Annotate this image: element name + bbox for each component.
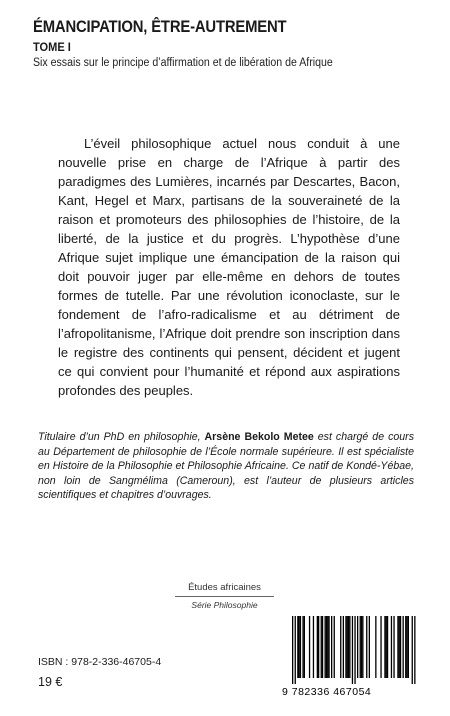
barcode-bar [295, 616, 296, 684]
barcode-bar [384, 616, 385, 678]
barcode-bar [343, 616, 344, 678]
bio-intro: Titulaire d’un PhD en philosophie, [38, 431, 205, 443]
barcode-bar [297, 616, 298, 678]
price-label: 19 € [38, 675, 63, 689]
barcode-bar [393, 616, 394, 678]
barcode-bar [361, 616, 362, 678]
bio-details: est chargé de cours au Département de philosophie de l’École normale supérieure. Il est spécialiste en Histoire de la Philosophie et Philosophie Africaine. Ce natif de Kondé-Yébae, non loin de Sangmélima (Cameroun), est l’auteur de plusieurs articles scientifiques et chapitres d’ouvrages. [38, 431, 414, 502]
series-name: Études africaines [175, 581, 274, 597]
barcode-bar [292, 616, 293, 684]
author-bio [38, 430, 414, 503]
barcode-bar [369, 616, 370, 678]
barcode-bar [357, 616, 358, 678]
barcode-bar [317, 616, 318, 678]
barcode-bar [380, 616, 381, 678]
barcode-bar [322, 616, 323, 678]
barcode-bar [414, 616, 415, 684]
barcode-bar [386, 616, 387, 678]
barcode-bar [354, 616, 355, 684]
barcode-bar [360, 616, 361, 678]
barcode-bar [387, 616, 388, 678]
author-name: Arsène Bekolo Metee [204, 431, 314, 443]
book-subtitle: Six essais sur le principe d’affirmation et de libération de Afrique [33, 57, 333, 69]
series-subtitle: Série Philosophie [191, 600, 258, 610]
barcode-bar [321, 616, 322, 678]
barcode-bar [408, 616, 409, 678]
abstract-paragraph: L’éveil philosophique actuel nous conduit à une nouvelle prise en charge de l’Afrique à partir des paradigmes des Lumières, incarnés par Descartes, Bacon, Kant, Hegel et Marx, partisans de la souveraineté de la raison et promoteurs des philosophies de l’histoire, de la liberté, de la justice et du progrès. L’hypothèse d’une Afrique sujet implique une émancipation de la raison qui doit pouvoir juger par elle-même en dehors de toutes formes de tutelle. Par une révolution iconoclaste, sur le fondement de l’afro-radicalisme et au détriment de l’afropolitanisme, l’Afrique doit prendre son inscription dans le registre des continents qui pensent, décident et jugent ce qui convient pour l’humanité et répond aux aspirations profondes des peuples. [58, 136, 400, 398]
barcode-bar [299, 616, 300, 678]
barcode-bar [397, 616, 398, 678]
barcode-bar [334, 616, 335, 678]
barcode-bar [348, 616, 349, 678]
barcode-bar [328, 616, 329, 678]
barcode-bar [325, 616, 326, 678]
barcode-digits: 9 782336 467054 [282, 686, 372, 698]
barcode-bar [326, 616, 327, 678]
barcode-bar [375, 616, 376, 678]
cover-header [33, 18, 433, 70]
barcode-bar [399, 616, 400, 678]
barcode-bar [347, 616, 348, 678]
barcode-bar [366, 616, 367, 678]
barcode-bar [391, 616, 392, 678]
barcode-bar [405, 616, 406, 678]
barcode-bar [318, 616, 319, 678]
barcode-bar [406, 616, 407, 678]
barcode-bar [349, 616, 350, 678]
barcode-bar [403, 616, 404, 678]
barcode-bar [327, 616, 328, 678]
series-block [175, 581, 274, 611]
isbn-label: ISBN : 978-2-336-46705-4 [38, 656, 162, 668]
barcode-bar [412, 616, 413, 684]
barcode-bar [362, 616, 363, 678]
tome-label: TOME I [33, 40, 71, 54]
barcode-bar [352, 616, 353, 684]
barcode-bar [331, 616, 332, 678]
barcode-bar [309, 616, 310, 678]
barcode-bar [340, 616, 341, 678]
barcode-bar [400, 616, 401, 678]
barcode-bars [282, 616, 422, 684]
barcode-bar [302, 616, 303, 678]
barcode [282, 616, 422, 698]
barcode-bar [304, 616, 305, 678]
barcode-bar [300, 616, 301, 678]
book-title: ÉMANCIPATION, ÊTRE-AUTREMENT [33, 18, 287, 36]
barcode-bar [345, 616, 346, 678]
barcode-bar [313, 616, 314, 678]
